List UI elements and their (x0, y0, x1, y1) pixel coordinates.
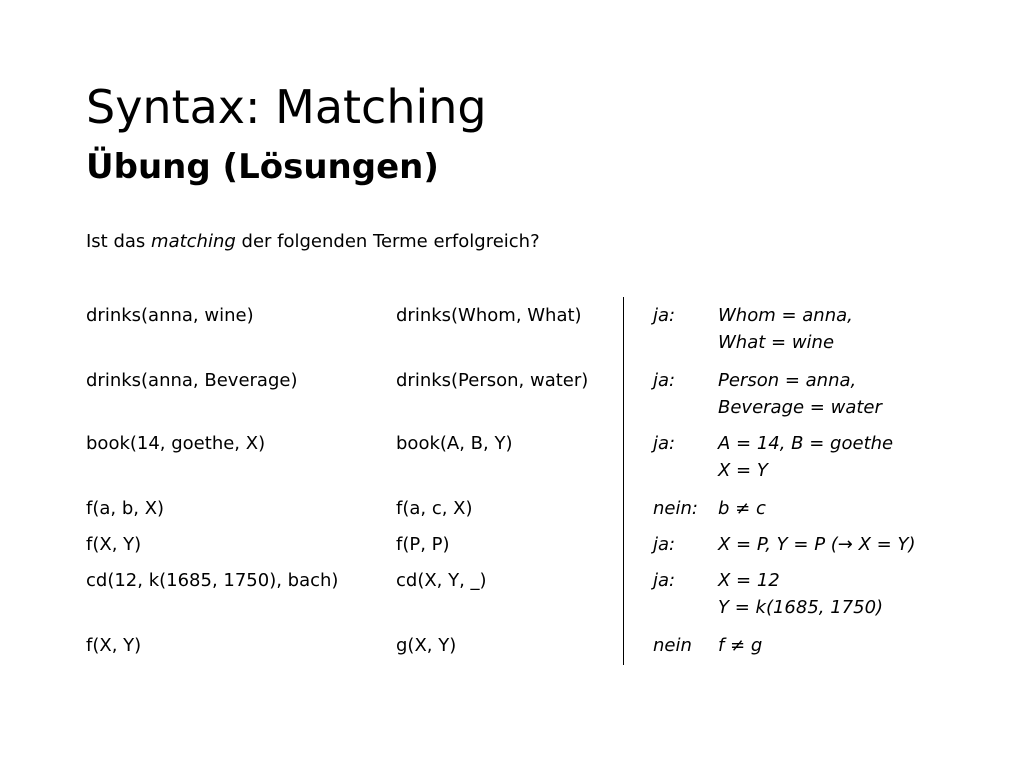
term-right: book(A, B, Y) (396, 433, 513, 454)
table-row (86, 495, 986, 531)
match-verdict: nein: (653, 498, 698, 519)
result-line: f ≠ g (718, 635, 763, 656)
matching-table (86, 302, 986, 668)
result-line: Beverage = water (718, 397, 882, 418)
term-right: f(P, P) (396, 534, 450, 555)
result-line: What = wine (718, 332, 835, 353)
question-emphasis: matching (151, 231, 236, 252)
result-line: X = 12 (718, 570, 780, 591)
term-right: cd(X, Y, _) (396, 570, 487, 591)
unification-result (718, 302, 853, 356)
result-line: A = 14, B = goethe (718, 433, 894, 454)
result-line: Person = anna, (718, 370, 857, 391)
unification-result (718, 567, 883, 621)
term-right: g(X, Y) (396, 635, 457, 656)
table-row (86, 367, 986, 430)
result-line: X = P, Y = P (→ X = Y) (718, 534, 916, 555)
match-verdict: ja: (653, 570, 676, 591)
table-row (86, 430, 986, 495)
unification-result (718, 367, 882, 421)
slide-subtitle: Übung (Lösungen) (86, 147, 439, 187)
term-left: cd(12, k(1685, 1750), bach) (86, 570, 339, 591)
unification-result (718, 531, 915, 558)
unification-result (718, 495, 766, 522)
table-row (86, 632, 986, 668)
question-after: der folgenden Terme erfolgreich? (235, 231, 540, 252)
slide-title: Syntax: Matching (86, 80, 487, 134)
term-right: drinks(Person, water) (396, 370, 589, 391)
term-left: f(X, Y) (86, 635, 142, 656)
term-left: f(X, Y) (86, 534, 142, 555)
question-text (86, 229, 540, 255)
result-line: X = Y (718, 460, 768, 481)
unification-result (718, 632, 762, 659)
result-line: Whom = anna, (718, 305, 853, 326)
table-row (86, 302, 986, 367)
term-left: drinks(anna, Beverage) (86, 370, 298, 391)
term-left: f(a, b, X) (86, 498, 165, 519)
match-verdict: ja: (653, 433, 676, 454)
term-left: drinks(anna, wine) (86, 305, 254, 326)
result-line: Y = k(1685, 1750) (718, 597, 884, 618)
term-right: drinks(Whom, What) (396, 305, 582, 326)
table-row (86, 567, 986, 632)
match-verdict: ja: (653, 370, 676, 391)
result-line: b ≠ c (718, 498, 766, 519)
match-verdict: nein (653, 635, 692, 656)
match-verdict: ja: (653, 305, 676, 326)
unification-result (718, 430, 893, 484)
term-left: book(14, goethe, X) (86, 433, 266, 454)
term-right: f(a, c, X) (396, 498, 473, 519)
match-verdict: ja: (653, 534, 676, 555)
question-before: Ist das (86, 231, 152, 252)
table-row (86, 531, 986, 567)
